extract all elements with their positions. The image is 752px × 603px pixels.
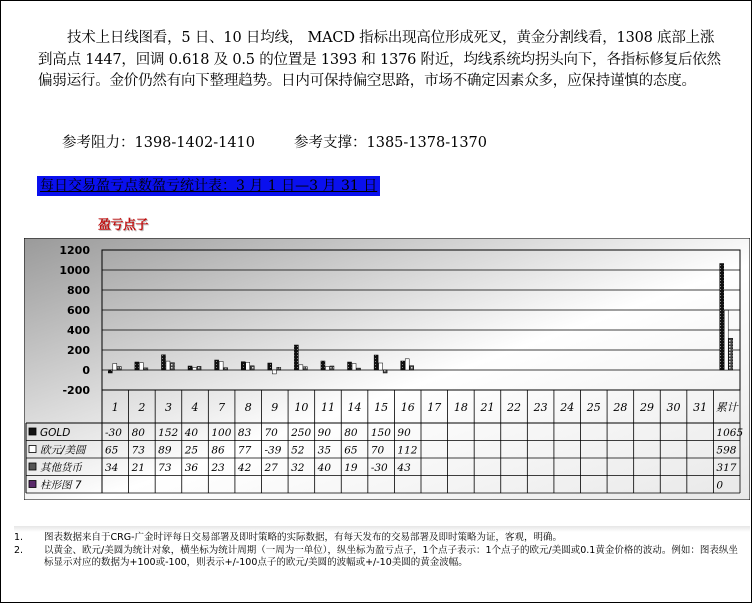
bar-其他货币 <box>330 366 334 370</box>
legend-swatch <box>29 446 36 453</box>
data-label: 52 <box>291 444 305 457</box>
data-label: 0 <box>716 479 724 492</box>
data-label: 32 <box>291 462 305 474</box>
x-tick-label: 28 <box>613 401 628 414</box>
note-number: 2. <box>14 545 24 556</box>
bar-其他货币 <box>144 368 148 370</box>
data-label: 70 <box>370 444 385 457</box>
data-label: 112 <box>397 444 418 457</box>
bar-其他货币 <box>729 338 733 370</box>
legend-label: 柱形图 7 <box>40 479 82 492</box>
data-label: 25 <box>184 444 199 457</box>
data-label: 77 <box>237 444 252 457</box>
bar-欧元/美圆 <box>272 370 276 374</box>
data-label: 152 <box>158 427 179 439</box>
x-tick-label: 7 <box>218 401 226 414</box>
bar-欧元/美圆 <box>219 361 223 370</box>
bar-欧元/美圆 <box>246 362 250 370</box>
bar-其他货币 <box>357 368 361 370</box>
bar-欧元/美圆 <box>724 310 728 370</box>
x-tick-label: 10 <box>294 401 309 414</box>
analysis-paragraph: 技术上日线图看，5 日、10 日均线， MACD 指标出现高位形成死叉，黄金分割线看，1308 底部上涨到高点 1447，回调 0.618 及 0.5 的位置是 1393 和 1376 附近，均线系统均拐头向下，各指标修复后依然偏弱运行。金价仍然有向下整理趋势。日内可保持偏空思路，市场不确定因素众多，应保持谨慎的态度。 <box>38 30 721 89</box>
data-label: 317 <box>716 462 737 474</box>
data-label: -39 <box>264 444 282 457</box>
note-text: 以黄金、欧元/美圆为统计对象，横坐标为统计周期（一周为一单位），纵坐标为盈亏点子，1个点子表示：1个点子的欧元/美圆或0.1黄金价格的波动。例如：图表纵坐标显示对应的数据为+100或-100，则表示+/-100点子的欧元/美圆的波幅或+/-10美圆的黄金波幅。 <box>44 545 738 568</box>
x-tick-label: 25 <box>586 401 601 414</box>
y-tick-label: 1000 <box>59 264 90 277</box>
data-label: 23 <box>211 462 225 474</box>
x-tick-label: 21 <box>480 401 495 414</box>
y-tick-label: -200 <box>62 384 90 397</box>
data-label: 42 <box>237 462 252 474</box>
chart-title: 盈亏点子 <box>98 218 149 233</box>
bar-GOLD <box>188 366 192 370</box>
data-label: 34 <box>105 462 119 474</box>
x-tick-label: 22 <box>507 401 522 414</box>
bar-GOLD <box>215 360 219 370</box>
data-label: 100 <box>211 427 232 439</box>
legend-label: 其他货币 <box>40 462 82 474</box>
x-tick-label: 16 <box>400 401 415 414</box>
bar-GOLD <box>135 362 139 370</box>
bar-GOLD <box>348 362 352 370</box>
note-item <box>14 532 744 544</box>
bar-欧元/美圆 <box>166 361 170 370</box>
data-label: 40 <box>317 462 332 474</box>
data-label: 35 <box>317 444 332 457</box>
bar-GOLD <box>321 361 325 370</box>
x-tick-label: 8 <box>244 401 252 414</box>
note-number: 1. <box>14 532 24 543</box>
bar-GOLD <box>108 370 112 373</box>
data-label: 90 <box>397 427 411 439</box>
note-item <box>14 545 744 569</box>
bar-GOLD <box>294 345 298 370</box>
data-label: 43 <box>397 462 411 474</box>
data-label: 80 <box>344 427 358 439</box>
bar-欧元/美圆 <box>193 368 197 371</box>
bar-GOLD <box>720 264 724 371</box>
data-label: 250 <box>291 427 312 439</box>
data-label: 19 <box>344 462 358 474</box>
data-label: 40 <box>184 427 199 439</box>
data-label: 65 <box>105 444 119 457</box>
bar-GOLD <box>268 363 272 370</box>
chart-area <box>24 238 750 500</box>
bar-其他货币 <box>250 366 254 370</box>
data-label: 21 <box>131 462 145 474</box>
data-label: -30 <box>105 427 122 439</box>
bar-其他货币 <box>197 366 201 370</box>
bar-其他货币 <box>410 366 414 370</box>
data-label: 86 <box>211 444 225 457</box>
x-tick-label: 23 <box>533 401 548 414</box>
bar-其他货币 <box>117 367 121 370</box>
data-label: -30 <box>370 462 388 474</box>
stats-banner: 每日交易盈亏点数盈亏统计表：3 月 1 日—3 月 31 日 <box>37 176 380 196</box>
bar-欧元/美圆 <box>113 364 117 371</box>
legend-swatch <box>29 481 36 488</box>
bar-GOLD <box>241 362 245 370</box>
bar-其他货币 <box>303 367 307 370</box>
x-tick-label: 2 <box>138 401 146 414</box>
legend-swatch <box>29 463 36 470</box>
bar-GOLD <box>374 355 378 370</box>
data-label: 73 <box>158 462 172 474</box>
bar-欧元/美圆 <box>405 359 409 370</box>
x-tick-label: 3 <box>164 401 172 414</box>
resistance-text: 参考阻力：1398-1402-1410 <box>62 135 256 151</box>
legend-label: GOLD <box>40 427 71 439</box>
bar-欧元/美圆 <box>139 363 143 370</box>
bar-其他货币 <box>383 370 387 373</box>
data-label: 73 <box>131 444 145 457</box>
x-tick-label: 24 <box>560 401 575 414</box>
bar-欧元/美圆 <box>352 364 356 371</box>
x-tick-label: 15 <box>374 401 389 414</box>
x-tick-label: 18 <box>453 401 468 414</box>
x-tick-label: 14 <box>347 401 362 414</box>
data-label: 70 <box>264 427 278 439</box>
bar-GOLD <box>161 355 165 370</box>
data-label: 65 <box>344 444 358 457</box>
data-label: 90 <box>317 427 332 439</box>
bar-其他货币 <box>277 367 281 370</box>
legend-label: 欧元/美圆 <box>40 444 86 457</box>
x-tick-label: 累计 <box>715 401 738 414</box>
chart-svg <box>24 238 750 500</box>
bar-其他货币 <box>170 363 174 370</box>
x-tick-label: 17 <box>427 401 442 414</box>
legend-swatch <box>29 428 36 435</box>
x-tick-label: 30 <box>666 401 681 414</box>
data-label: 36 <box>184 462 199 474</box>
data-label: 80 <box>131 427 145 439</box>
y-tick-label: 0 <box>82 364 90 377</box>
data-label: 598 <box>716 444 737 457</box>
x-tick-label: 31 <box>693 401 708 414</box>
y-tick-label: 200 <box>67 344 90 357</box>
y-tick-label: 400 <box>67 324 90 337</box>
bar-欧元/美圆 <box>325 367 329 371</box>
note-text: 图表数据来自于CRG-广金时评每日交易部署及即时策略的实际数据，有每天发布的交易部署及即时策略为证，客观，明确。 <box>44 532 563 543</box>
data-label: 89 <box>158 444 172 457</box>
y-tick-label: 600 <box>67 304 90 317</box>
x-tick-label: 4 <box>191 401 199 414</box>
notes-section <box>14 532 744 570</box>
x-tick-label: 29 <box>639 401 654 414</box>
support-text: 参考支撑：1385-1378-1370 <box>294 135 488 151</box>
data-label: 150 <box>370 427 391 439</box>
bar-欧元/美圆 <box>299 365 303 370</box>
bar-欧元/美圆 <box>379 363 383 370</box>
bar-GOLD <box>401 361 405 370</box>
data-label: 83 <box>237 427 252 439</box>
y-tick-label: 1200 <box>59 244 90 257</box>
x-tick-label: 1 <box>111 401 119 414</box>
y-tick-label: 800 <box>67 284 90 297</box>
x-tick-label: 11 <box>320 401 335 414</box>
data-label: 27 <box>264 462 278 474</box>
x-tick-label: 9 <box>271 401 279 414</box>
data-label: 1065 <box>716 427 744 439</box>
bar-其他货币 <box>224 368 228 370</box>
